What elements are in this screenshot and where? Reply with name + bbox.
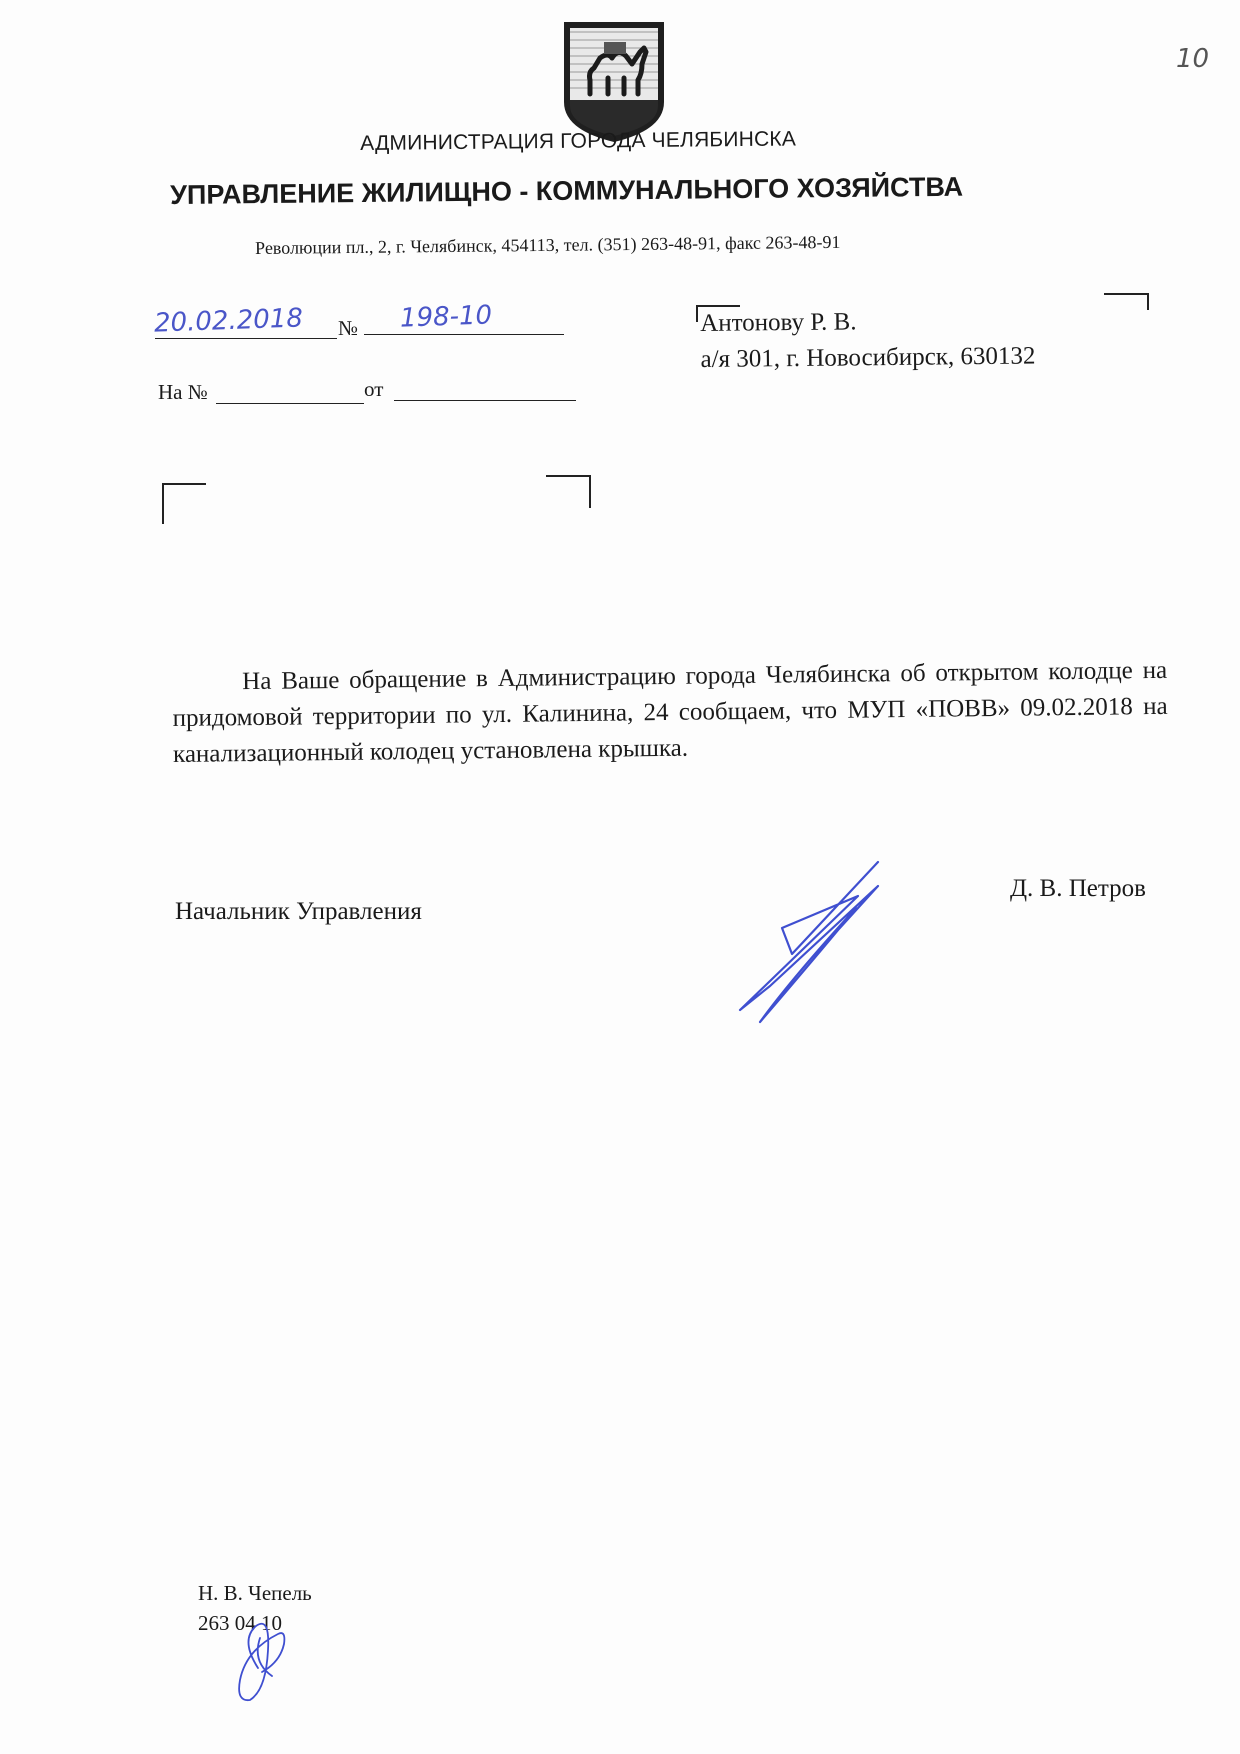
department-name: УПРАВЛЕНИЕ ЖИЛИЩНО - КОММУНАЛЬНОГО ХОЗЯЙСТВА xyxy=(170,171,964,210)
signatory-title: Начальник Управления xyxy=(175,898,422,925)
page-number: 10 xyxy=(1176,44,1210,74)
executor-initials-signature-icon xyxy=(239,1624,284,1700)
recipient-address: а/я 301, г. Новосибирск, 630132 xyxy=(700,342,1036,373)
number-label: № xyxy=(338,316,359,340)
executor-phone: 263 04 10 xyxy=(198,1611,282,1635)
manager-signature-icon xyxy=(740,862,878,1022)
signatory-name: Д. В. Петров xyxy=(1010,875,1146,902)
registration-date: 20.02.2018 xyxy=(153,303,304,339)
from-label: от xyxy=(364,377,384,401)
administration-name: АДМИНИСТРАЦИЯ ГОРОДА ЧЕЛЯБИНСКА xyxy=(360,127,797,155)
reply-to-label: На № xyxy=(158,380,208,404)
recipient-name: Антонову Р. В. xyxy=(700,308,857,337)
department-address: Революции пл., 2, г. Челябинск, 454113, тел. (351) 263-48-91, факс 263-48-91 xyxy=(255,231,841,258)
registration-number: 198-10 xyxy=(399,300,493,334)
letter-body-text: На Ваше обращение в Администрацию города Челябинска об открытом колодце на придомовой территории по ул. Калинина, 24 сообщаем, что МУП «ПОВВ» 09.02.2018 на канализационный колодец установлена крышка. xyxy=(172,656,1168,768)
executor-name: Н. В. Чепель xyxy=(198,1581,312,1605)
recipient-corner-marks xyxy=(697,294,1148,322)
subject-corner-marks xyxy=(163,476,590,524)
